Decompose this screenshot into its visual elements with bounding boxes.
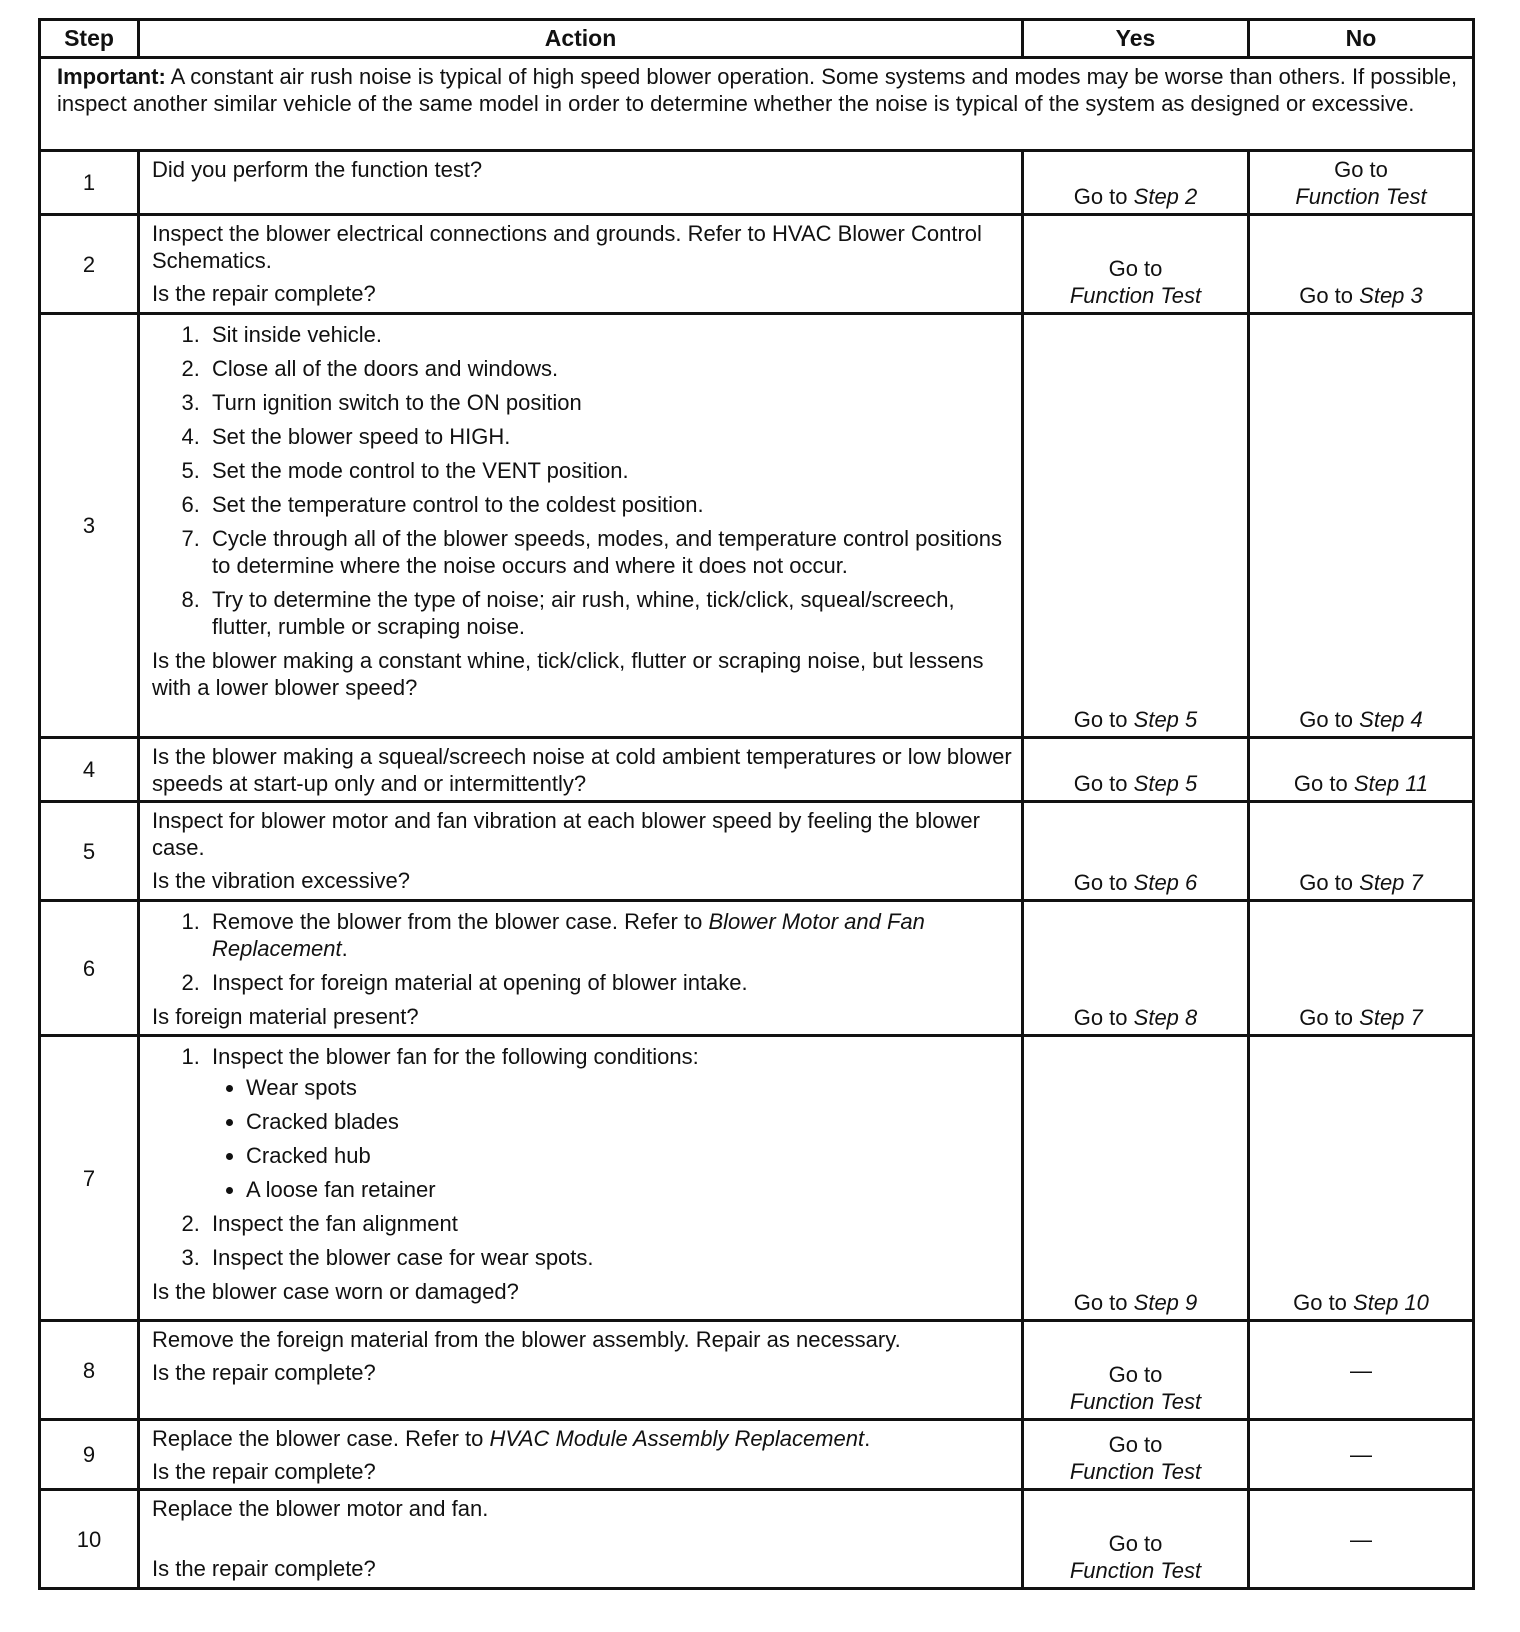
table-row xyxy=(40,1036,1474,1321)
yes-cell xyxy=(1023,738,1249,802)
action-cell xyxy=(139,901,1023,1036)
procedure-item: 3. Turn ignition switch to the ON position xyxy=(206,389,1013,416)
yes-reference: Function Test xyxy=(1069,1389,1202,1414)
procedure-item: 3. Inspect the blower case for wear spots. xyxy=(206,1244,1013,1271)
no-cell xyxy=(1249,314,1474,738)
no-cell xyxy=(1249,151,1474,215)
procedure-item: 2. Close all of the doors and windows. xyxy=(206,355,1013,382)
step-number: 1 xyxy=(40,151,139,215)
procedure-item: 1. Remove the blower from the blower case. Refer to Blower Motor and Fan Replacement. xyxy=(206,908,1013,962)
yes-reference: Step 5 xyxy=(1133,771,1198,796)
action-cell xyxy=(139,151,1023,215)
yes-reference: Step 6 xyxy=(1133,870,1198,895)
no-cell xyxy=(1249,1321,1474,1420)
step-number: 5 xyxy=(40,802,139,901)
step-number: 4 xyxy=(40,738,139,802)
condition-item: • Cracked blades xyxy=(246,1108,1013,1135)
go-to-label: Go to xyxy=(1073,1290,1128,1315)
no-dash: — xyxy=(1350,1442,1372,1467)
action-cell xyxy=(139,1321,1023,1420)
procedure-item: 4. Set the blower speed to HIGH. xyxy=(206,423,1013,450)
condition-item: • Wear spots xyxy=(246,1074,1013,1101)
yes-reference: Function Test xyxy=(1069,1558,1202,1583)
go-to-label: Go to xyxy=(1299,870,1354,895)
go-to-label: Go to xyxy=(1073,707,1128,732)
table-row xyxy=(40,151,1474,215)
yes-reference: Step 2 xyxy=(1133,184,1198,209)
go-to-label: Go to xyxy=(1299,283,1354,308)
table-row xyxy=(40,1490,1474,1589)
go-to-label: Go to xyxy=(1299,707,1354,732)
yes-cell xyxy=(1023,215,1249,314)
no-cell xyxy=(1249,215,1474,314)
yes-reference: Step 5 xyxy=(1133,707,1198,732)
action-cell xyxy=(139,1490,1023,1589)
step-number: 7 xyxy=(40,1036,139,1321)
action-text: Replace the blower motor and fan. xyxy=(152,1496,489,1521)
no-cell xyxy=(1249,1490,1474,1589)
no-cell xyxy=(1249,1420,1474,1490)
procedure-list xyxy=(152,908,1013,996)
go-to-label: Go to xyxy=(1108,1432,1163,1457)
important-text: A constant air rush noise is typical of high speed blower operation. Some systems and modes may be worse than others. If possible, inspect another similar vehicle of the same model in order to determine whether the noise is typical of the system as designed or excessive. xyxy=(57,64,1458,116)
go-to-label: Go to xyxy=(1108,1531,1163,1556)
procedure-item: 1. Sit inside vehicle. xyxy=(206,321,1013,348)
no-reference: Step 3 xyxy=(1359,283,1423,308)
go-to-label: Go to xyxy=(1299,1005,1354,1030)
no-reference: Step 10 xyxy=(1353,1290,1429,1315)
procedure-item: 7. Cycle through all of the blower speeds, modes, and temperature control positions to determine where the noise occurs and where it does not occur. xyxy=(206,525,1013,579)
header-yes: Yes xyxy=(1023,20,1249,58)
step-number: 9 xyxy=(40,1420,139,1490)
procedure-item: 8. Try to determine the type of noise; air rush, whine, tick/click, squeal/screech, flutter, rumble or scraping noise. xyxy=(206,586,1013,640)
yes-cell xyxy=(1023,901,1249,1036)
reference-link[interactable]: Blower Motor and Fan Replacement xyxy=(212,909,925,961)
go-to-label: Go to xyxy=(1334,157,1388,182)
procedure-list xyxy=(152,321,1013,640)
reference-link[interactable]: HVAC Module Assembly Replacement xyxy=(489,1426,865,1451)
action-cell xyxy=(139,738,1023,802)
yes-reference: Step 9 xyxy=(1133,1290,1198,1315)
procedure-item: 2. Inspect the fan alignment xyxy=(206,1210,1013,1237)
action-cell xyxy=(139,1036,1023,1321)
no-cell xyxy=(1249,738,1474,802)
action-cell: Replace the blower case. Refer to HVAC Module Assembly Replacement. Is the repair complete? xyxy=(139,1420,1023,1490)
step-number: 8 xyxy=(40,1321,139,1420)
table-row xyxy=(40,1420,1474,1490)
procedure-item: 2. Inspect for foreign material at opening of blower intake. xyxy=(206,969,1013,996)
procedure-item: 5. Set the mode control to the VENT position. xyxy=(206,457,1013,484)
important-note xyxy=(40,58,1474,151)
action-question: Is the blower making a constant whine, tick/click, flutter or scraping noise, but lessens with a lower blower speed? xyxy=(152,648,984,700)
yes-cell xyxy=(1023,1321,1249,1420)
action-question: Is foreign material present? xyxy=(152,1004,419,1029)
yes-cell xyxy=(1023,151,1249,215)
action-question: Is the blower case worn or damaged? xyxy=(152,1279,519,1304)
header-no: No xyxy=(1249,20,1474,58)
condition-item: • Cracked hub xyxy=(246,1142,1013,1169)
action-question: Did you perform the function test? xyxy=(152,157,483,182)
go-to-label: Go to xyxy=(1293,771,1348,796)
action-text: Inspect the blower electrical connections and grounds. Refer to HVAC Blower Control Schematics. xyxy=(152,221,982,273)
procedure-list xyxy=(152,1043,1013,1271)
no-cell xyxy=(1249,901,1474,1036)
table-row xyxy=(40,314,1474,738)
step-number: 6 xyxy=(40,901,139,1036)
header-step: Step xyxy=(40,20,139,58)
step-number: 2 xyxy=(40,215,139,314)
action-text: Inspect for blower motor and fan vibration at each blower speed by feeling the blower case. xyxy=(152,808,980,860)
go-to-label: Go to xyxy=(1293,1290,1347,1315)
table-row xyxy=(40,802,1474,901)
yes-reference: Function Test xyxy=(1069,1459,1202,1484)
go-to-label: Go to xyxy=(1073,184,1128,209)
yes-cell xyxy=(1023,314,1249,738)
yes-cell xyxy=(1023,1490,1249,1589)
condition-item: • A loose fan retainer xyxy=(246,1176,1013,1203)
action-cell xyxy=(139,314,1023,738)
go-to-label: Go to xyxy=(1073,1005,1128,1030)
no-reference: Step 7 xyxy=(1359,870,1423,895)
no-cell xyxy=(1249,1036,1474,1321)
no-reference: Step 4 xyxy=(1359,707,1423,732)
important-note-row xyxy=(40,58,1474,151)
go-to-label: Go to xyxy=(1073,771,1128,796)
go-to-label: Go to xyxy=(1108,256,1163,281)
go-to-label: Go to xyxy=(1108,1362,1163,1387)
no-reference: Function Test xyxy=(1295,184,1427,209)
action-question: Is the repair complete? xyxy=(152,1360,376,1385)
action-text: Remove the foreign material from the blower assembly. Repair as necessary. xyxy=(152,1327,901,1352)
yes-cell xyxy=(1023,1420,1249,1490)
procedure-item: 1. Inspect the blower fan for the following conditions: • Wear spots • Cracked blades • Cracked hub • A loose fan retainer xyxy=(206,1043,1013,1203)
no-dash: — xyxy=(1350,1357,1372,1383)
go-to-label: Go to xyxy=(1073,870,1128,895)
table-row xyxy=(40,738,1474,802)
action-question: Is the repair complete? xyxy=(152,1459,376,1484)
condition-list xyxy=(212,1074,1013,1203)
diagnostic-table xyxy=(38,18,1475,1590)
procedure-item: 6. Set the temperature control to the coldest position. xyxy=(206,491,1013,518)
step-number: 10 xyxy=(40,1490,139,1589)
step-number: 3 xyxy=(40,314,139,738)
no-cell xyxy=(1249,802,1474,901)
important-label: Important: xyxy=(57,64,166,89)
action-cell xyxy=(139,215,1023,314)
action-question: Is the repair complete? xyxy=(152,1556,376,1581)
action-question: Is the repair complete? xyxy=(152,281,376,306)
header-row xyxy=(40,20,1474,58)
yes-reference: Function Test xyxy=(1069,283,1202,308)
no-reference: Step 11 xyxy=(1353,771,1429,796)
action-question: Is the vibration excessive? xyxy=(152,868,411,893)
table-row xyxy=(40,1321,1474,1420)
no-reference: Step 7 xyxy=(1359,1005,1423,1030)
yes-cell xyxy=(1023,802,1249,901)
header-action: Action xyxy=(139,20,1023,58)
yes-reference: Step 8 xyxy=(1133,1005,1198,1030)
table-row xyxy=(40,901,1474,1036)
action-cell xyxy=(139,802,1023,901)
yes-cell xyxy=(1023,1036,1249,1321)
table-row xyxy=(40,215,1474,314)
no-dash: — xyxy=(1350,1526,1372,1552)
action-question: Is the blower making a squeal/screech noise at cold ambient temperatures or low blower speeds at start-up only and or intermittently? xyxy=(152,744,1012,796)
